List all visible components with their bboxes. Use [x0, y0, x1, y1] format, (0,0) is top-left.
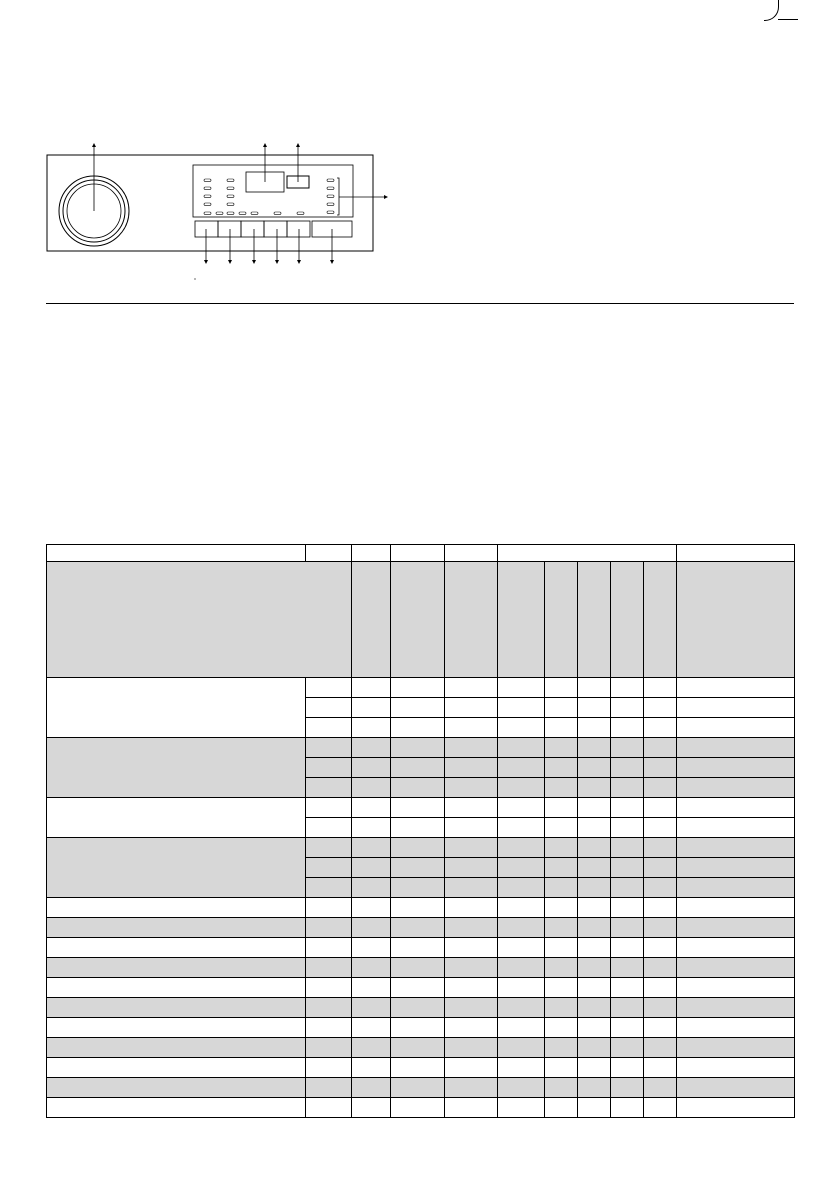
- table-row: [47, 938, 795, 958]
- table-row: [47, 918, 795, 938]
- right-lights-bracket: [337, 178, 339, 215]
- table-row: [47, 1038, 795, 1058]
- control-panel-figure: [0, 0, 839, 300]
- table-row: [47, 898, 795, 918]
- program-table: [46, 544, 795, 1118]
- table-row: [47, 1058, 795, 1078]
- display-area: [193, 165, 353, 217]
- function-buttons: [195, 221, 352, 237]
- table-row: [47, 958, 795, 978]
- indicator-lights-right: [327, 179, 334, 213]
- section-separator: [46, 303, 794, 304]
- table-row: [47, 838, 795, 858]
- table-row: [47, 1018, 795, 1038]
- table-subheader-row: [47, 562, 795, 678]
- table-row: [47, 678, 795, 698]
- stray-dot: [194, 278, 195, 279]
- table-header-row: [47, 545, 795, 562]
- table-row: [47, 738, 795, 758]
- table-row: [47, 998, 795, 1018]
- table-row: [47, 1098, 795, 1118]
- table-row: [47, 798, 795, 818]
- table-row: [47, 1078, 795, 1098]
- indicator-lights-left: [204, 179, 304, 214]
- table-row: [47, 978, 795, 998]
